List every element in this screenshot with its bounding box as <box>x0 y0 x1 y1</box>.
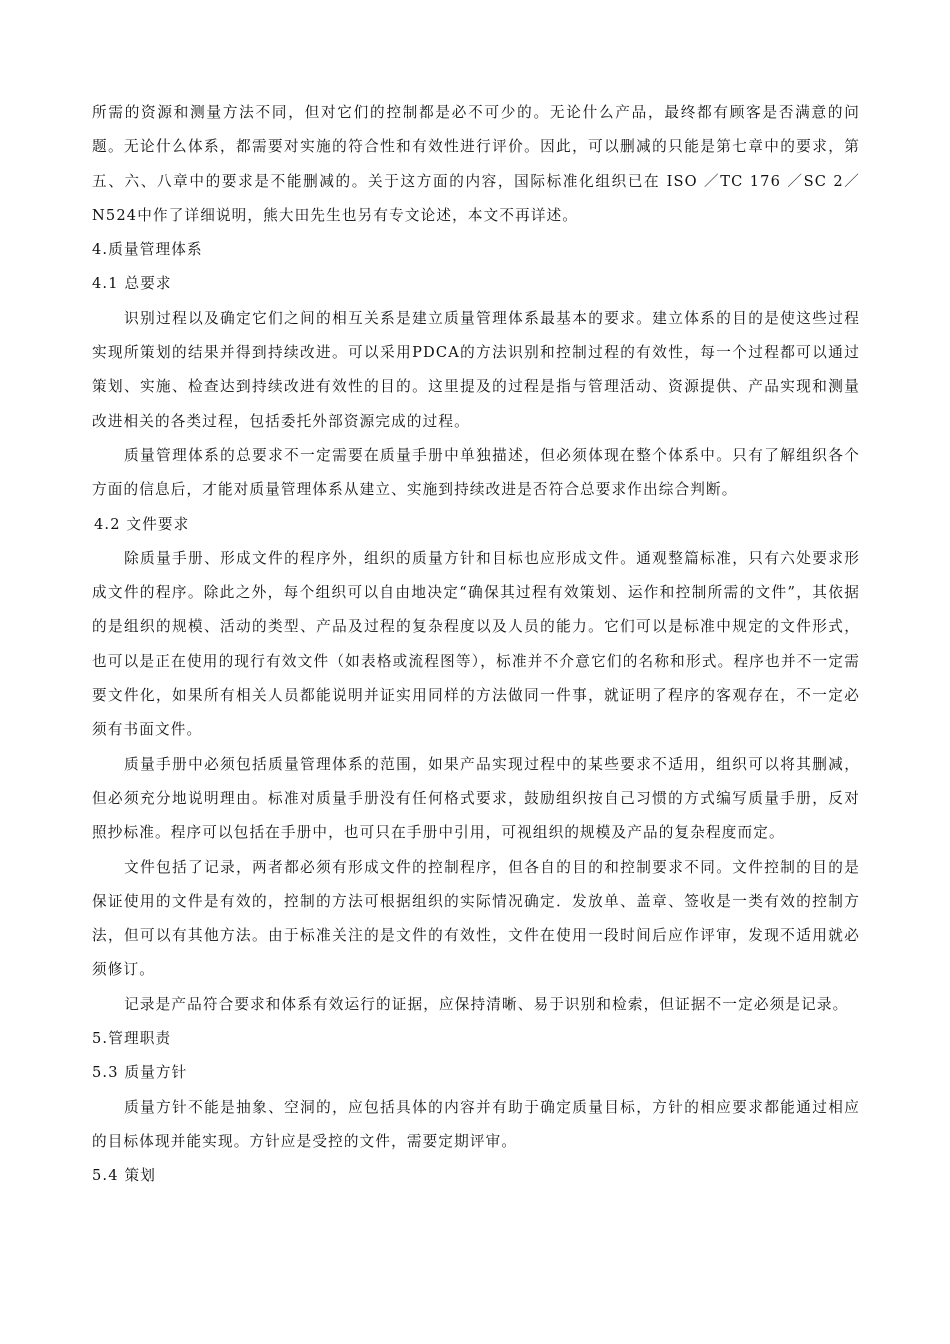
paragraph-4-2-d: 记录是产品符合要求和体系有效运行的证据，应保持清晰、易于识别和检索，但证据不一定必须是记录。 <box>124 995 849 1013</box>
document-body <box>92 96 860 1194</box>
heading-5-3: 5.3 质量方针 <box>92 1064 188 1082</box>
heading-5-4: 5.4 策划 <box>92 1167 156 1185</box>
paragraph-4-2-a: 除质量手册、形成文件的程序外，组织的质量方针和目标也应形成文件。通观整篇标准，只有六处要求形成文件的程序。除此之外，每个组织可以自由地决定“确保其过程有效策划、运作和控制所需的文件”，其依据的是组织的规模、活动的类型、产品及过程的复杂程度以及人员的能力。它们可以是标准中规定的文件形式，也可以是正在使用的现行有效文件（如表格或流程图等），标准并不介意它们的名称和形式。程序也并不一定需要文件化，如果所有相关人员都能说明并证实用同样的方法做同一件事，就证明了程序的客观存在，不一定必须有书面文件。 <box>92 549 860 739</box>
paragraph-4-2-c: 文件包括了记录，两者都必须有形成文件的控制程序，但各自的目的和控制要求不同。文件控制的目的是保证使用的文件是有效的，控制的方法可根据组织的实际情况确定．发放单、盖章、签收是一类有效的控制方法，但可以有其他方法。由于标准关注的是文件的有效性，文件在使用一段时间后应作评审，发现不适用就必须修订。 <box>92 858 860 979</box>
paragraph-4-2-b: 质量手册中必须包括质量管理体系的范围，如果产品实现过程中的某些要求不适用，组织可以将其删减，但必须充分地说明理由。标准对质量手册没有任何格式要求，鼓励组织按自己习惯的方式编写质量手册，反对照抄标准。程序可以包括在手册中，也可只在手册中引用，可视组织的规模及产品的复杂程度而定。 <box>92 755 860 842</box>
heading-4-2: 4.2 文件要求 <box>94 515 190 533</box>
paragraph-intro-continuation: 所需的资源和测量方法不同，但对它们的控制都是必不可少的。无论什么产品，最终都有顾客是否满意的问题。无论什么体系，都需要对实施的符合性和有效性进行评价。因此，可以删减的只能是第七章中的要求，第五、六、八章中的要求是不能删减的。关于这方面的内容，国际标准化组织已在 ISO ／TC 176 ／SC 2／N524中作了详细说明，熊大田先生也另有专文论述，本文不再详述。 <box>92 104 860 224</box>
heading-5: 5.管理职责 <box>92 1030 172 1048</box>
heading-4-1: 4.1 总要求 <box>92 275 172 293</box>
paragraph-4-1-a: 识别过程以及确定它们之间的相互关系是建立质量管理体系最基本的要求。建立体系的目的是使这些过程实现所策划的结果并得到持续改进。可以采用PDCA的方法识别和控制过程的有效性，每一个过程都可以通过策划、实施、检查达到持续改进有效性的目的。这里提及的过程是指与管理活动、资源提供、产品实现和测量改进相关的各类过程，包括委托外部资源完成的过程。 <box>92 309 860 430</box>
paragraph-5-3: 质量方针不能是抽象、空洞的，应包括具体的内容并有助于确定质量目标，方针的相应要求都能通过相应的目标体现并能实现。方针应是受控的文件，需要定期评审。 <box>92 1098 860 1150</box>
paragraph-4-1-b: 质量管理体系的总要求不一定需要在质量手册中单独描述，但必须体现在整个体系中。只有了解组织各个方面的信息后，才能对质量管理体系从建立、实施到持续改进是否符合总要求作出综合判断。 <box>92 446 860 499</box>
heading-4: 4.质量管理体系 <box>92 241 203 259</box>
